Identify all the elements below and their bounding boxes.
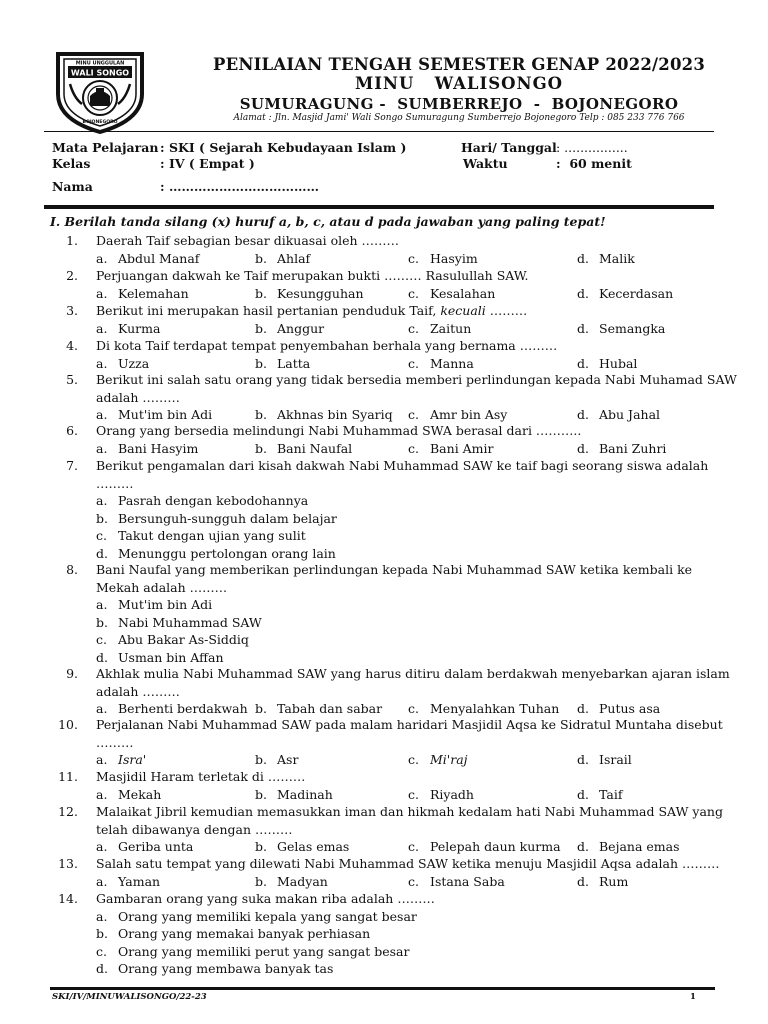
question-text: Bani Naufal yang memberikan perlindungan kepada Nabi Muhammad SAW ketika kembali ke xyxy=(96,562,693,577)
option-c[interactable] xyxy=(408,752,468,767)
option-text: Manna xyxy=(430,355,474,371)
option-letter: c. xyxy=(408,440,419,456)
option-c[interactable] xyxy=(408,407,507,422)
question-text-continued: ……… xyxy=(96,734,134,750)
option-letter: b. xyxy=(255,440,267,456)
option-letter: d. xyxy=(577,839,589,854)
option-text: Gelas emas xyxy=(277,839,350,854)
question-text: Perjalanan Nabi Muhammad SAW pada malam haridari Masjidil Aqsa ke Sidratul Muntaha disebut xyxy=(96,717,723,732)
option-text: Mut'im bin Adi xyxy=(118,597,213,612)
option-text: Kurma xyxy=(118,320,161,336)
option-text: Usman bin Affan xyxy=(118,649,224,665)
option-text: Hasyim xyxy=(430,250,478,266)
option-d[interactable] xyxy=(577,321,665,336)
option-letter: b. xyxy=(96,926,108,941)
option-b[interactable] xyxy=(255,321,324,336)
option-letter: d. xyxy=(96,545,108,561)
question-number: 7. xyxy=(66,458,78,473)
option-b[interactable] xyxy=(255,839,349,854)
option-text: Menyalahkan Tuhan xyxy=(430,701,560,716)
option-letter: d. xyxy=(577,407,589,422)
question-number: 9. xyxy=(66,666,78,681)
question-text: Berikut ini salah satu orang yang tidak bersedia memberi perlindungan kepada Nabi Muhamad SAW xyxy=(96,372,737,387)
option-text: Asr xyxy=(277,752,299,767)
option-a[interactable] xyxy=(96,909,417,924)
option-text: Anggur xyxy=(277,320,325,336)
option-text: Latta xyxy=(277,355,311,371)
option-text: Geriba unta xyxy=(118,839,194,854)
question-text-continued: ……… xyxy=(96,475,134,491)
option-letter: d. xyxy=(577,786,589,802)
option-a[interactable] xyxy=(96,251,199,266)
option-text: Israil xyxy=(599,752,632,767)
option-letter: a. xyxy=(96,752,108,767)
option-letter: b. xyxy=(255,701,267,716)
option-text: Rum xyxy=(599,873,629,889)
option-a[interactable] xyxy=(96,407,212,422)
option-a[interactable] xyxy=(96,874,160,889)
question-text-continued: Mekah adalah ……… xyxy=(96,579,228,595)
logo-text-banner: WALI SONGO xyxy=(70,68,130,78)
option-letter: b. xyxy=(255,320,267,336)
option-text: Isra' xyxy=(118,752,147,767)
option-text: Bani Zuhri xyxy=(599,440,667,456)
option-letter: b. xyxy=(96,510,108,526)
option-text: Akhnas bin Syariq xyxy=(277,407,393,422)
option-letter: a. xyxy=(96,320,108,336)
option-text: Bani Naufal xyxy=(277,440,353,456)
option-text: Putus asa xyxy=(599,701,661,716)
option-a[interactable] xyxy=(96,286,189,301)
option-text: Semangka xyxy=(599,320,666,336)
school-name: MINU WALISONGO xyxy=(354,74,564,93)
option-text: Istana Saba xyxy=(430,873,505,889)
option-d[interactable] xyxy=(577,286,673,301)
option-text: Hubal xyxy=(599,355,638,371)
option-letter: a. xyxy=(96,407,108,422)
option-letter: d. xyxy=(96,961,108,976)
option-text: Zaitun xyxy=(430,320,472,336)
question-number: 5. xyxy=(66,372,78,387)
option-text: Madyan xyxy=(277,873,328,889)
question-number: 1. xyxy=(66,233,78,248)
option-d[interactable] xyxy=(577,839,680,854)
option-letter: c. xyxy=(408,250,419,266)
option-text: Madinah xyxy=(277,786,333,802)
option-b[interactable] xyxy=(255,251,310,266)
option-c[interactable] xyxy=(408,286,495,301)
option-c[interactable] xyxy=(96,528,306,543)
option-c[interactable] xyxy=(408,701,559,716)
header-rule xyxy=(44,131,714,132)
question-number: 13. xyxy=(58,856,78,871)
option-d[interactable] xyxy=(577,441,666,456)
question-text: Salah satu tempat yang dilewati Nabi Muhammad SAW ketika menuju Masjidil Aqsa adalah ……… xyxy=(96,856,720,871)
option-d[interactable] xyxy=(96,650,224,665)
option-d[interactable] xyxy=(577,407,660,422)
question-number: 8. xyxy=(66,562,78,577)
option-text: Pelepah daun kurma xyxy=(430,839,561,854)
option-letter: d. xyxy=(577,440,589,456)
option-d[interactable] xyxy=(577,701,660,716)
option-c[interactable] xyxy=(408,356,474,371)
option-b[interactable] xyxy=(96,511,337,526)
question-text-continued: telah dibawanya dengan ……… xyxy=(96,821,293,837)
option-c[interactable] xyxy=(408,321,471,336)
option-d[interactable] xyxy=(577,874,628,889)
option-text: Riyadh xyxy=(430,786,474,802)
exam-title: PENILAIAN TENGAH SEMESTER GENAP 2022/2023 xyxy=(212,55,706,74)
option-b[interactable] xyxy=(255,356,310,371)
option-a[interactable] xyxy=(96,321,160,336)
name-label: Nama xyxy=(52,179,93,194)
question-number: 10. xyxy=(58,717,78,732)
option-letter: d. xyxy=(577,752,589,767)
option-text: Orang yang memakai banyak perhiasan xyxy=(118,926,371,941)
instruction: I. Berilah tanda silang (x) huruf a, b, c, atau d pada jawaban yang paling tepat! xyxy=(50,214,606,229)
option-text: Menunggu pertolongan orang lain xyxy=(118,545,336,561)
option-b[interactable] xyxy=(96,926,370,941)
option-text: Amr bin Asy xyxy=(430,407,508,422)
page-number: 1 xyxy=(690,992,696,1002)
option-text: Taif xyxy=(599,786,623,802)
question-text: Orang yang bersedia melindungi Nabi Muhammad SWA berasal dari ……….. xyxy=(96,423,582,438)
question-text: Di kota Taif terdapat tempat penyembahan berhala yang bernama ……… xyxy=(96,338,558,353)
option-b[interactable] xyxy=(96,615,262,630)
class-label: Kelas xyxy=(52,156,91,171)
option-letter: c. xyxy=(408,786,419,802)
option-text: Bani Amir xyxy=(430,440,494,456)
option-letter: c. xyxy=(96,943,107,959)
option-letter: d. xyxy=(96,649,108,665)
option-d[interactable] xyxy=(96,546,336,561)
day-value: : ................ xyxy=(556,140,628,155)
option-letter: c. xyxy=(408,701,419,716)
name-value: : ……………………………… xyxy=(160,179,319,194)
option-text: Abu Bakar As-Siddiq xyxy=(118,632,249,647)
option-b[interactable] xyxy=(255,701,382,716)
option-letter: a. xyxy=(96,839,108,854)
option-letter: d. xyxy=(577,873,589,889)
option-b[interactable] xyxy=(255,407,393,422)
question-text: Malaikat Jibril kemudian memasukkan iman dan hikmah kedalam hati Nabi Muhammad SAW yang xyxy=(96,804,723,819)
time-label: Waktu xyxy=(463,156,508,171)
question-number: 2. xyxy=(66,268,78,283)
question-text: Gambaran orang yang suka makan riba adalah ……… xyxy=(96,891,435,906)
option-letter: a. xyxy=(96,355,108,371)
option-letter: a. xyxy=(96,701,108,716)
option-text: Mut'im bin Adi xyxy=(118,407,213,422)
option-text: Orang yang memiliki perut yang sangat besar xyxy=(118,943,410,959)
question-number: 11. xyxy=(58,769,78,784)
option-text: Abdul Manaf xyxy=(118,250,200,266)
time-value: : 60 menit xyxy=(556,156,632,171)
subject-value: : SKI ( Sejarah Kebudayaan Islam ) xyxy=(160,140,407,155)
option-letter: d. xyxy=(577,285,589,301)
option-a[interactable] xyxy=(96,701,248,716)
option-letter: d. xyxy=(577,250,589,266)
option-a[interactable] xyxy=(96,787,161,802)
option-letter: c. xyxy=(408,320,419,336)
option-text: Malik xyxy=(599,250,635,266)
option-letter: c. xyxy=(96,528,107,543)
option-b[interactable] xyxy=(255,286,364,301)
option-letter: c. xyxy=(408,752,419,767)
school-address: Alamat : Jln. Masjid Jami' Wali Songo Sumuragung Sumberrejo Bojonegoro Telp : 085 233 776 766 xyxy=(233,113,685,123)
option-c[interactable] xyxy=(408,441,494,456)
question-number: 4. xyxy=(66,338,78,353)
question-text: Berikut pengamalan dari kisah dakwah Nabi Muhammad SAW ke taif bagi seorang siswa adalah xyxy=(96,458,709,473)
option-c[interactable] xyxy=(96,632,249,647)
question-text: Perjuangan dakwah ke Taif merupakan bukti ……… Rasulullah SAW. xyxy=(96,268,529,283)
class-value: : IV ( Empat ) xyxy=(160,156,255,171)
option-text: Mi'raj xyxy=(430,752,468,767)
option-letter: b. xyxy=(255,786,267,802)
option-letter: b. xyxy=(255,407,267,422)
option-letter: c. xyxy=(408,285,419,301)
option-text: Tabah dan sabar xyxy=(277,701,383,716)
option-c[interactable] xyxy=(408,839,561,854)
option-letter: a. xyxy=(96,873,108,889)
option-letter: b. xyxy=(255,355,267,371)
option-letter: c. xyxy=(408,355,419,371)
school-location: SUMURAGUNG - SUMBERREJO - BOJONEGORO xyxy=(239,95,679,113)
option-d[interactable] xyxy=(577,356,637,371)
option-text: Orang yang membawa banyak tas xyxy=(118,961,334,976)
option-d[interactable] xyxy=(96,961,333,976)
option-a[interactable] xyxy=(96,839,193,854)
option-a[interactable] xyxy=(96,441,198,456)
option-letter: b. xyxy=(255,752,267,767)
option-letter: a. xyxy=(96,285,108,301)
logo-text-bottom: BOJONEGORO xyxy=(82,120,118,125)
option-text: Kesungguhan xyxy=(277,285,364,301)
question-text-continued: adalah ……… xyxy=(96,389,180,405)
option-letter: a. xyxy=(96,250,108,266)
option-text: Ahlaf xyxy=(277,250,311,266)
question-text-continued: adalah ……… xyxy=(96,683,180,699)
option-text: Berhenti berdakwah xyxy=(118,701,248,716)
option-a[interactable] xyxy=(96,493,308,508)
option-b[interactable] xyxy=(255,752,298,767)
option-text: Bersunguh-sungguh dalam belajar xyxy=(118,510,337,526)
option-text: Kesalahan xyxy=(430,285,496,301)
option-text: Kelemahan xyxy=(118,285,189,301)
option-letter: a. xyxy=(96,597,108,612)
option-letter: b. xyxy=(96,614,108,630)
day-label: Hari/ Tanggal xyxy=(461,140,557,155)
footer-code: SKI/IV/MINUWALISONGO/22-23 xyxy=(52,992,207,1002)
option-letter: c. xyxy=(408,407,419,422)
option-a[interactable] xyxy=(96,597,212,612)
option-text: Abu Jahal xyxy=(599,407,661,422)
question-number: 3. xyxy=(66,303,78,318)
option-letter: a. xyxy=(96,908,108,924)
option-letter: d. xyxy=(577,701,589,716)
school-logo xyxy=(50,48,150,134)
logo-text-top: MINU UNGGULAN xyxy=(75,60,125,67)
option-letter: b. xyxy=(255,873,267,889)
option-text: Mekah xyxy=(118,786,162,802)
option-b[interactable] xyxy=(255,441,352,456)
option-d[interactable] xyxy=(577,787,622,802)
option-letter: d. xyxy=(577,320,589,336)
subject-label: Mata Pelajaran xyxy=(52,140,159,155)
question-text: Berikut ini merupakan hasil pertanian penduduk Taif, kecuali ……… xyxy=(96,303,528,318)
option-letter: c. xyxy=(96,632,107,647)
option-letter: a. xyxy=(96,493,108,508)
option-text: Uzza xyxy=(118,355,150,371)
option-a[interactable] xyxy=(96,752,146,767)
option-c[interactable] xyxy=(408,251,478,266)
option-c[interactable] xyxy=(96,944,409,959)
option-letter: c. xyxy=(408,839,419,854)
option-c[interactable] xyxy=(408,787,474,802)
footer-rule xyxy=(50,987,715,990)
option-letter: b. xyxy=(255,250,267,266)
option-text: Kecerdasan xyxy=(599,285,674,301)
option-b[interactable] xyxy=(255,874,328,889)
question-text: Daerah Taif sebagian besar dikuasai oleh ……… xyxy=(96,233,400,248)
option-letter: b. xyxy=(255,285,267,301)
option-c[interactable] xyxy=(408,874,505,889)
option-letter: a. xyxy=(96,440,108,456)
question-number: 12. xyxy=(58,804,78,819)
option-a[interactable] xyxy=(96,356,149,371)
option-letter: b. xyxy=(255,839,267,854)
question-text: Masjidil Haram terletak di ……… xyxy=(96,769,306,784)
option-d[interactable] xyxy=(577,752,632,767)
question-number: 14. xyxy=(58,891,78,906)
option-text: Bani Hasyim xyxy=(118,440,199,456)
question-number: 6. xyxy=(66,423,78,438)
option-text: Orang yang memiliki kepala yang sangat besar xyxy=(118,908,417,924)
identity-rule xyxy=(44,205,714,209)
option-b[interactable] xyxy=(255,787,333,802)
option-text: Nabi Muhammad SAW xyxy=(118,614,262,630)
option-text: Takut dengan ujian yang sulit xyxy=(118,528,306,543)
question-text: Akhlak mulia Nabi Muhammad SAW yang harus ditiru dalam berdakwah menyebarkan ajaran islam xyxy=(96,666,730,681)
option-text: Bejana emas xyxy=(599,839,680,854)
option-letter: a. xyxy=(96,786,108,802)
option-letter: c. xyxy=(408,873,419,889)
option-text: Pasrah dengan kebodohannya xyxy=(118,493,309,508)
option-letter: d. xyxy=(577,355,589,371)
option-d[interactable] xyxy=(577,251,635,266)
option-text: Yaman xyxy=(118,873,161,889)
